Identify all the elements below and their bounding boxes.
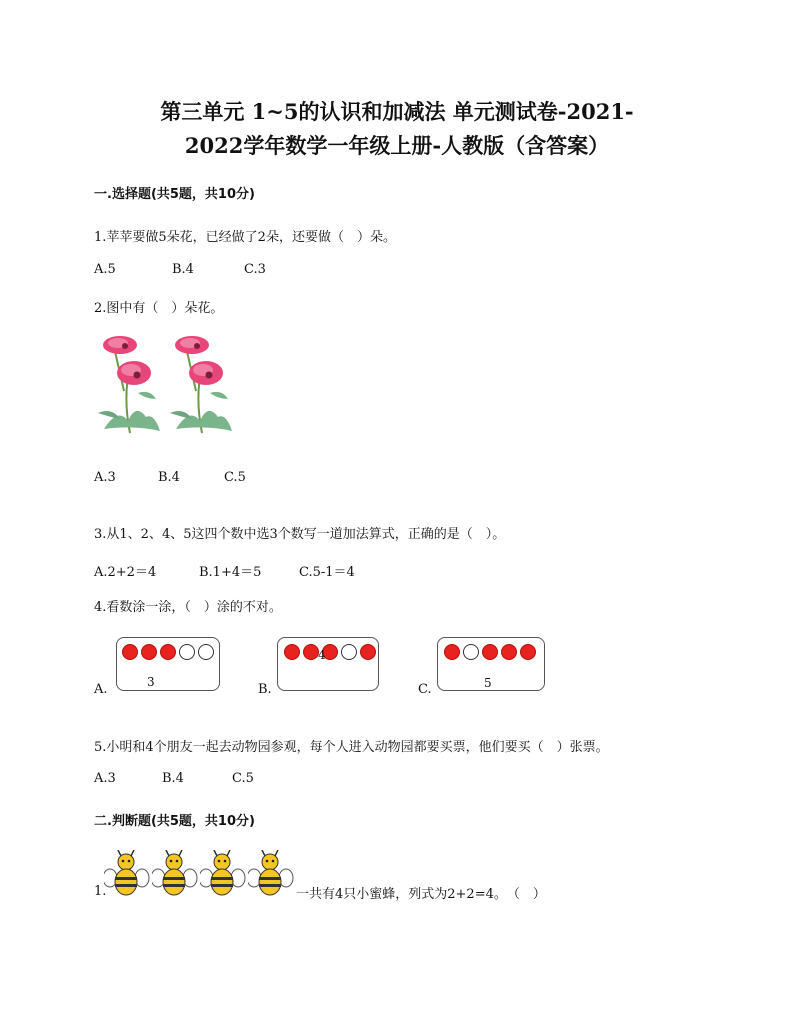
question-4: 4.看数涂一涂，（ ）涂的不对。 xyxy=(94,600,282,615)
bee-icon xyxy=(104,850,150,898)
dot xyxy=(520,644,536,660)
panel-number: 4 xyxy=(318,648,326,662)
question-1-options xyxy=(94,262,266,277)
dot-panel-c xyxy=(437,637,545,691)
dot-panel-a xyxy=(116,637,220,691)
option-a: A.2+2＝4 xyxy=(94,565,157,580)
title-line-2: 2022学年数学一年级上册-人教版（含答案） xyxy=(184,133,610,158)
dot xyxy=(141,644,157,660)
option-b: B.1+4＝5 xyxy=(199,565,262,580)
bee-row xyxy=(104,850,294,898)
panel-number: 5 xyxy=(484,676,492,690)
option-a: A.5 xyxy=(94,262,116,277)
dot-row xyxy=(284,644,376,660)
option-c: C.5 xyxy=(232,771,254,786)
dot xyxy=(198,644,214,660)
dot-row xyxy=(444,644,536,660)
section1-heading: 一.选择题(共5题，共10分) xyxy=(94,187,255,202)
bee-icon xyxy=(152,850,198,898)
dot xyxy=(341,644,357,660)
dot xyxy=(501,644,517,660)
panel-number: 3 xyxy=(147,675,155,689)
question-2-options xyxy=(94,470,246,485)
dot xyxy=(160,644,176,660)
section2-heading: 二.判断题(共5题，共10分) xyxy=(94,814,255,829)
flower-icon xyxy=(166,333,236,437)
question-3-options xyxy=(94,561,355,580)
dot xyxy=(179,644,195,660)
question-2: 2.图中有（ ）朵花。 xyxy=(94,301,224,316)
option-c: C.5 xyxy=(224,470,246,485)
option-b: B.4 xyxy=(172,262,194,277)
dot xyxy=(360,644,376,660)
question-3: 3.从1、2、4、5这四个数中选3个数写一道加法算式，正确的是（ ）。 xyxy=(94,527,506,542)
option-b: B.4 xyxy=(158,470,180,485)
bee-icon xyxy=(248,850,294,898)
dot xyxy=(284,644,300,660)
option-b: B.4 xyxy=(162,771,184,786)
dot xyxy=(482,644,498,660)
dot xyxy=(303,644,319,660)
dot xyxy=(122,644,138,660)
option-a: A.3 xyxy=(94,771,116,786)
title-line-1: 第三单元 1~5的认识和加减法 单元测试卷-2021- xyxy=(160,99,634,124)
option-a: A.3 xyxy=(94,470,116,485)
option-c: C.5-1＝4 xyxy=(299,565,355,580)
option-b-label: B. xyxy=(258,682,272,697)
question-5-options xyxy=(94,771,254,786)
judge-question-1-number: 1. xyxy=(94,884,107,899)
option-a-label: A. xyxy=(94,682,108,697)
dot-row xyxy=(122,644,214,660)
dot xyxy=(463,644,479,660)
dot-panel-b xyxy=(277,637,379,691)
bee-icon xyxy=(200,850,246,898)
judge-question-1-text: 一共有4只小蜜蜂，列式为2+2=4。 （ ） xyxy=(296,887,546,902)
question-5: 5.小明和4个朋友一起去动物园参观，每个人进入动物园都要买票，他们要买（ ）张票。 xyxy=(94,740,609,755)
option-c: C.3 xyxy=(244,262,266,277)
dot xyxy=(444,644,460,660)
flower-icon xyxy=(94,333,164,437)
question-1: 1.苹苹要做5朵花，已经做了2朵，还要做（ ）朵。 xyxy=(94,230,396,245)
option-c-label: C. xyxy=(418,682,432,697)
